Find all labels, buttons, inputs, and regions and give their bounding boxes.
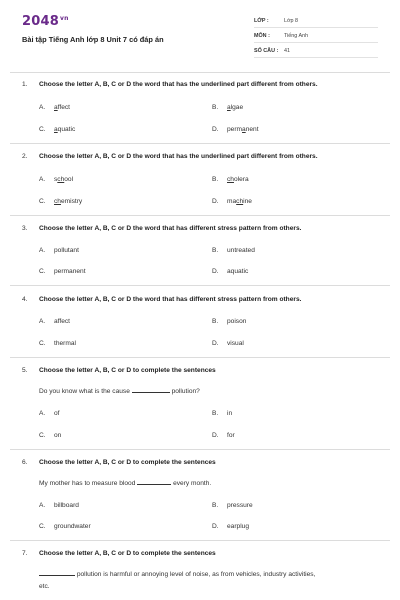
question-divider (10, 285, 390, 286)
question-number: 5. (22, 367, 28, 374)
question-number: 3. (22, 225, 28, 232)
answer-blank (137, 479, 171, 485)
answer-option[interactable]: D. earplug (212, 523, 249, 530)
question-number: 4. (22, 296, 28, 303)
answer-option[interactable]: D. for (212, 432, 235, 439)
answer-option[interactable]: C. on (39, 432, 62, 439)
question-prompt: Choose the letter A, B, C or D the word that has the underlined part different from others. (39, 81, 318, 88)
answer-option[interactable]: B. poison (212, 318, 247, 325)
answer-option[interactable]: D. visual (212, 340, 244, 347)
answer-option[interactable]: B. cholera (212, 176, 249, 183)
meta-row-subject (254, 31, 378, 43)
question-divider (10, 357, 390, 358)
question-divider (10, 143, 390, 144)
meta-key: SỐ CÂU : (254, 48, 279, 54)
document-title: Bài tập Tiếng Anh lớp 8 Unit 7 có đáp án (22, 35, 164, 44)
answer-option[interactable]: D. aquatic (212, 268, 249, 275)
meta-value: 41 (284, 48, 290, 54)
question-prompt: Choose the letter A, B, C or D to complete the sentences (39, 367, 216, 374)
answer-option[interactable]: D. machine (212, 198, 252, 205)
question-prompt: Choose the letter A, B, C or D to complete the sentences (39, 550, 216, 557)
question-divider (10, 540, 390, 541)
answer-option[interactable]: A. pollutant (39, 247, 79, 254)
answer-blank (39, 570, 75, 576)
answer-option[interactable]: C. permanent (39, 268, 86, 275)
answer-option[interactable]: C. groundwater (39, 523, 91, 530)
question-prompt: Choose the letter A, B, C or D the word that has the underlined part different from others. (39, 153, 318, 160)
answer-blank (132, 387, 170, 393)
answer-option[interactable]: A. affect (39, 318, 71, 325)
question-number: 7. (22, 550, 28, 557)
question-stem: Do you know what is the cause pollution? (39, 388, 200, 395)
question-divider (10, 215, 390, 216)
meta-row-count (254, 46, 378, 58)
answer-option[interactable]: A. billboard (39, 502, 79, 509)
meta-value: Lớp 8 (284, 18, 299, 24)
answer-option[interactable]: B. in (212, 410, 233, 417)
answer-option[interactable]: C. thermal (39, 340, 76, 347)
header-divider (10, 72, 390, 73)
site-logo[interactable]: $2048^{vn}$ (22, 14, 69, 29)
meta-key: MÔN : (254, 33, 270, 39)
question-stem-continued: etc. (39, 583, 50, 590)
question-stem: pollution is harmful or annoying level of noise, as from vehicles, industry activities, (39, 570, 315, 578)
answer-option[interactable]: A. of (39, 410, 60, 417)
question-prompt: Choose the letter A, B, C or D to complete the sentences (39, 459, 216, 466)
answer-option[interactable]: B. untreated (212, 247, 255, 254)
worksheet-header (0, 0, 400, 68)
answer-option[interactable]: A. affect (39, 104, 71, 111)
question-number: 1. (22, 81, 28, 88)
answer-option[interactable]: B. algae (212, 104, 244, 111)
meta-key: LỚP : (254, 18, 269, 24)
answer-option[interactable]: C. chemistry (39, 198, 83, 205)
meta-row-grade (254, 16, 378, 28)
question-number: 2. (22, 153, 28, 160)
question-number: 6. (22, 459, 28, 466)
answer-option[interactable]: B. pressure (212, 502, 253, 509)
meta-value: Tiếng Anh (284, 33, 309, 39)
question-prompt: Choose the letter A, B, C or D the word that has different stress pattern from others. (39, 225, 302, 232)
answer-option[interactable]: D. permanent (212, 126, 259, 133)
answer-option[interactable]: C. aquatic (39, 126, 76, 133)
question-stem: My mother has to measure blood every month. (39, 480, 212, 487)
question-divider (10, 449, 390, 450)
question-prompt: Choose the letter A, B, C or D the word that has different stress pattern from others. (39, 296, 302, 303)
answer-option[interactable]: A. school (39, 176, 74, 183)
